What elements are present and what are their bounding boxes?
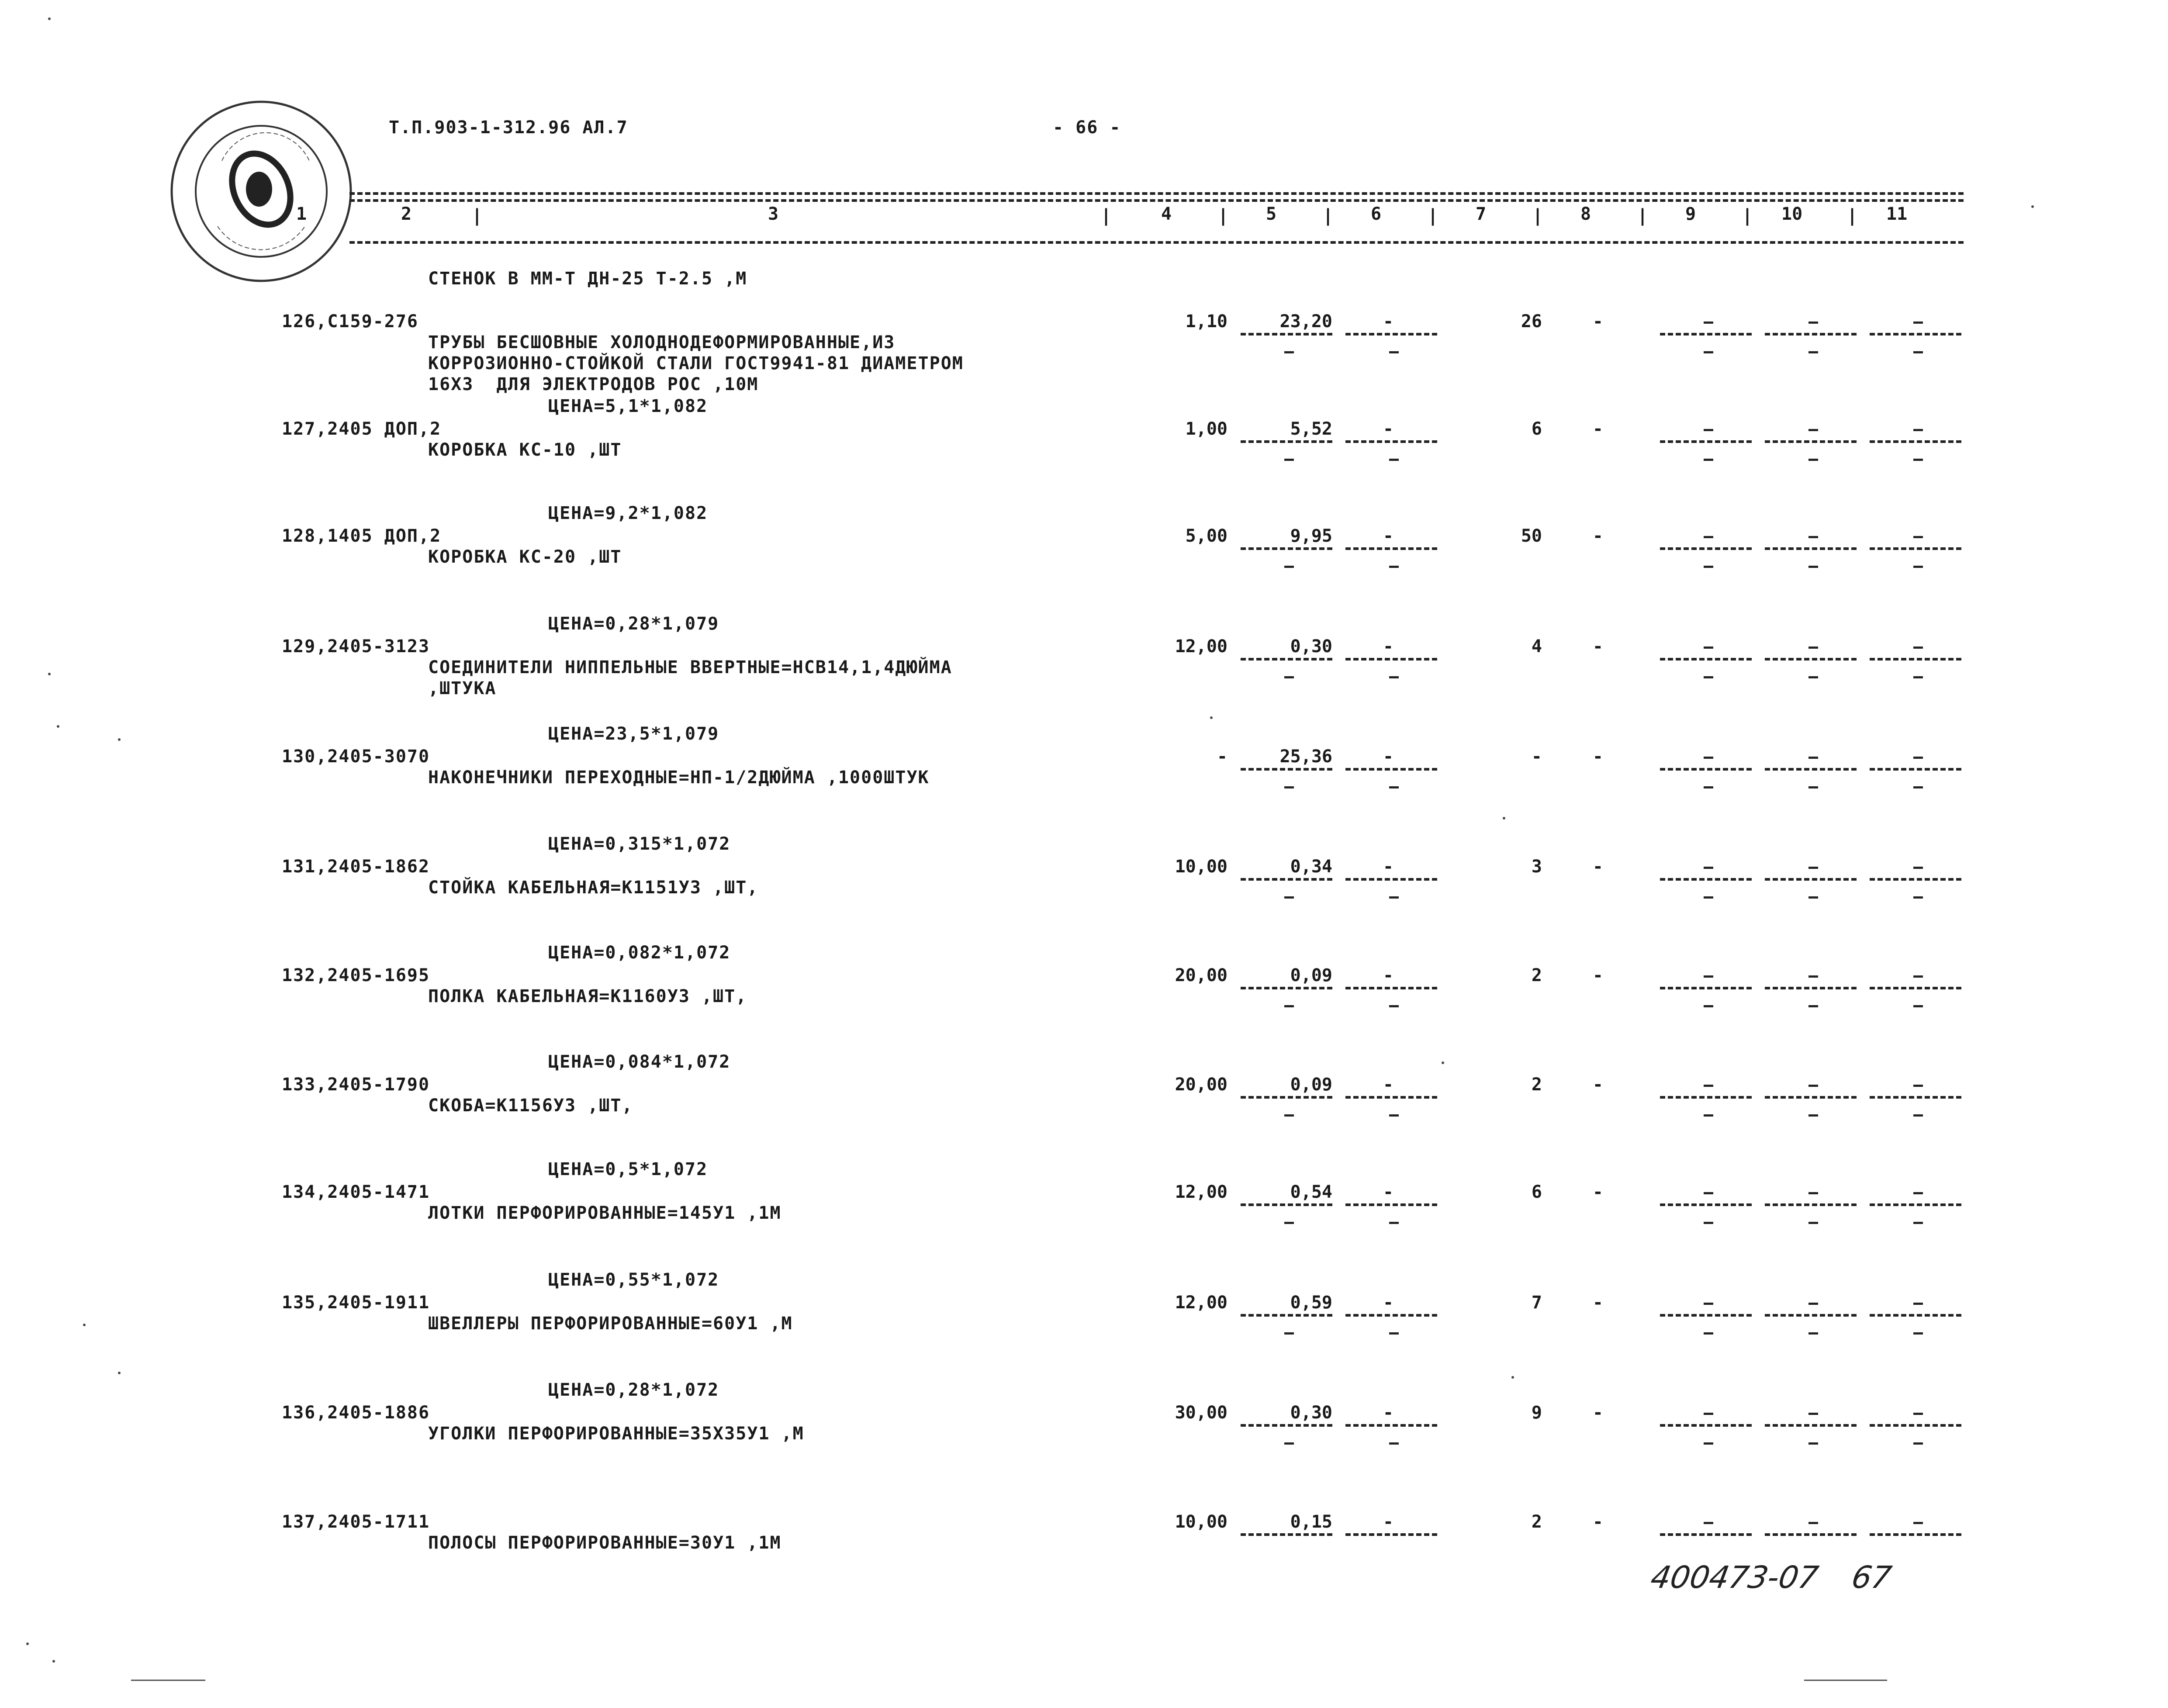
price-formula: ЦЕНА=0,55*1,072 [548, 1270, 719, 1290]
empty-mark [1913, 1222, 1923, 1224]
empty-mark [1913, 429, 1923, 431]
empty-mark [1808, 676, 1818, 678]
cell-col8: - [1592, 1512, 1603, 1532]
cell-col5: 0,54 [1290, 1182, 1332, 1202]
empty-mark [1808, 1413, 1818, 1415]
cell-col6: - [1383, 1512, 1393, 1532]
empty-mark [1913, 566, 1923, 568]
empty-mark [1284, 1442, 1294, 1445]
empty-mark [1704, 459, 1713, 461]
cell-underline [1345, 878, 1437, 881]
empty-mark [1913, 1442, 1923, 1445]
cell-underline [1241, 547, 1332, 550]
cell-underline [1345, 658, 1437, 660]
col-separator: | [1323, 206, 1334, 226]
empty-mark [1704, 896, 1713, 899]
col-header-2: 2 [401, 204, 412, 224]
empty-mark [1704, 1192, 1713, 1194]
empty-mark [1704, 867, 1713, 869]
scan-speck [1210, 716, 1213, 719]
empty-mark [1389, 351, 1399, 353]
cell-col4: 1,00 [1185, 419, 1227, 439]
empty-mark [1913, 975, 1923, 978]
col-separator: | [1742, 206, 1753, 226]
scan-speck [57, 725, 59, 728]
col-header-10: 10 [1781, 204, 1803, 224]
cell-col4: 12,00 [1175, 1293, 1227, 1313]
empty-mark [1389, 1332, 1399, 1335]
price-formula: ЦЕНА=23,5*1,079 [548, 724, 719, 744]
cell-col6: - [1383, 747, 1393, 767]
col-header-5: 5 [1266, 204, 1277, 224]
cell-col6: - [1383, 857, 1393, 877]
empty-mark [1808, 757, 1818, 759]
item-description: 16Х3 ДЛЯ ЭЛЕКТРОДОВ РОС ,10М [428, 374, 759, 394]
cell-col7: 4 [1531, 636, 1542, 657]
empty-mark [1913, 757, 1923, 759]
cell-col6: - [1383, 1403, 1393, 1423]
col-header-6: 6 [1371, 204, 1382, 224]
item-description: НАКОНЕЧНИКИ ПЕРЕХОДНЫЕ=НП-1/2ДЮЙМА ,1000ШТУК [428, 768, 930, 788]
cell-col6: - [1383, 1293, 1393, 1313]
cell-underline [1870, 547, 1961, 550]
cell-col6: - [1383, 636, 1393, 657]
price-formula: ЦЕНА=0,28*1,079 [548, 614, 719, 634]
empty-mark [1913, 1332, 1923, 1335]
intro-text: СТЕНОК В ММ-Т ДН-25 Т-2.5 ,М [428, 269, 747, 289]
cell-underline [1660, 1424, 1752, 1427]
empty-mark [1913, 322, 1923, 324]
empty-mark [1704, 1332, 1713, 1335]
item-description: СКОБА=К1156У3 ,ШТ, [428, 1096, 633, 1116]
empty-mark [1808, 322, 1818, 324]
cell-col6: - [1383, 526, 1393, 546]
cell-col4: 12,00 [1175, 1182, 1227, 1202]
cell-underline [1660, 878, 1752, 881]
cell-underline [1765, 1533, 1857, 1536]
price-formula: ЦЕНА=0,315*1,072 [548, 834, 731, 854]
cell-col6: - [1383, 419, 1393, 439]
cell-underline [1660, 1533, 1752, 1536]
cell-underline [1241, 1096, 1332, 1099]
cell-col8: - [1592, 1293, 1603, 1313]
cell-col4: 20,00 [1175, 1075, 1227, 1095]
cell-underline [1765, 1314, 1857, 1317]
item-description: КОРОБКА КС-10 ,ШТ [428, 440, 622, 460]
empty-mark [1808, 1085, 1818, 1087]
item-description: СТОЙКА КАБЕЛЬНАЯ=К1151У3 ,ШТ, [428, 878, 759, 898]
cell-underline [1660, 987, 1752, 989]
item-description: ТРУБЫ БЕСШОВНЫЕ ХОЛОДНОДЕФОРМИРОВАННЫЕ,ИЗ [428, 332, 896, 353]
cell-col8: - [1592, 419, 1603, 439]
cell-col6: - [1383, 1182, 1393, 1202]
empty-mark [1704, 1522, 1713, 1524]
item-code: 134,2405-1471 [282, 1182, 430, 1202]
empty-mark [1913, 867, 1923, 869]
col-header-8: 8 [1580, 204, 1591, 224]
scan-speck [118, 1372, 121, 1374]
empty-mark [1808, 351, 1818, 353]
cell-col5: 0,59 [1290, 1293, 1332, 1313]
cell-col4: - [1217, 747, 1227, 767]
cell-underline [1345, 333, 1437, 335]
cell-underline [1660, 440, 1752, 443]
cell-underline [1660, 547, 1752, 550]
cell-underline [1870, 768, 1961, 771]
item-code: 136,2405-1886 [282, 1403, 430, 1423]
empty-mark [1913, 1303, 1923, 1305]
page-number: - 66 - [1053, 118, 1121, 138]
cell-col8: - [1592, 1182, 1603, 1202]
empty-mark [1808, 566, 1818, 568]
scan-speck [1511, 1376, 1514, 1379]
empty-mark [1284, 676, 1294, 678]
empty-mark [1913, 676, 1923, 678]
cell-col5: 0,15 [1290, 1512, 1332, 1532]
cell-col7: - [1531, 747, 1542, 767]
empty-mark [1284, 1222, 1294, 1224]
col-separator: | [1101, 206, 1112, 226]
scan-speck [83, 1324, 86, 1326]
cell-col8: - [1592, 747, 1603, 767]
cell-underline [1345, 768, 1437, 771]
col-separator: | [1218, 206, 1229, 226]
empty-mark [1913, 1005, 1923, 1007]
cell-col5: 0,09 [1290, 965, 1332, 985]
item-code: 129,2405-3123 [282, 636, 430, 657]
price-formula: ЦЕНА=5,1*1,082 [548, 396, 708, 416]
cell-underline [1765, 1424, 1857, 1427]
empty-mark [1389, 676, 1399, 678]
empty-mark [1913, 459, 1923, 461]
col-header-1: 1 [296, 204, 307, 224]
cell-underline [1660, 333, 1752, 335]
round-stamp [165, 95, 357, 287]
empty-mark [1808, 1522, 1818, 1524]
empty-mark [1704, 1005, 1713, 1007]
cell-col5: 0,34 [1290, 857, 1332, 877]
cell-underline [1345, 547, 1437, 550]
empty-mark [1913, 896, 1923, 899]
empty-mark [1389, 786, 1399, 788]
empty-mark [1913, 1192, 1923, 1194]
col-separator: | [1428, 206, 1438, 226]
cell-col8: - [1592, 1403, 1603, 1423]
empty-mark [1704, 322, 1713, 324]
cell-underline [1241, 878, 1332, 881]
cell-col8: - [1592, 311, 1603, 332]
cell-underline [1870, 1314, 1961, 1317]
cell-col7: 7 [1531, 1293, 1542, 1313]
footer-line [1804, 1680, 1887, 1681]
empty-mark [1808, 459, 1818, 461]
empty-mark [1808, 867, 1818, 869]
handwritten-sheet: 67 [1849, 1559, 1895, 1595]
cell-underline [1870, 1203, 1961, 1206]
scan-speck [26, 1642, 29, 1645]
cell-col6: - [1383, 1075, 1393, 1095]
item-code: 126,С159-276 [282, 311, 418, 332]
cell-col5: 23,20 [1279, 311, 1332, 332]
cell-underline [1765, 547, 1857, 550]
empty-mark [1704, 757, 1713, 759]
cell-underline [1241, 658, 1332, 660]
empty-mark [1808, 786, 1818, 788]
cell-underline [1765, 987, 1857, 989]
cell-col7: 2 [1531, 965, 1542, 985]
cell-underline [1345, 987, 1437, 989]
cell-underline [1765, 878, 1857, 881]
cell-underline [1660, 658, 1752, 660]
cell-col6: - [1383, 965, 1393, 985]
empty-mark [1284, 351, 1294, 353]
cell-col4: 20,00 [1175, 965, 1227, 985]
empty-mark [1808, 975, 1818, 978]
item-description: ПОЛОСЫ ПЕРФОРИРОВАННЫЕ=30У1 ,1М [428, 1533, 781, 1553]
cell-underline [1660, 1314, 1752, 1317]
empty-mark [1704, 786, 1713, 788]
cell-col4: 12,00 [1175, 636, 1227, 657]
empty-mark [1913, 1522, 1923, 1524]
cell-col4: 10,00 [1175, 857, 1227, 877]
item-code: 128,1405 ДОП,2 [282, 526, 442, 546]
cell-col5: 0,09 [1290, 1075, 1332, 1095]
cell-col5: 0,30 [1290, 1403, 1332, 1423]
empty-mark [1704, 351, 1713, 353]
cell-underline [1345, 1314, 1437, 1317]
item-description: ШВЕЛЛЕРЫ ПЕРФОРИРОВАННЫЕ=60У1 ,М [428, 1314, 793, 1334]
empty-mark [1913, 1413, 1923, 1415]
empty-mark [1389, 1222, 1399, 1224]
item-code: 130,2405-3070 [282, 747, 430, 767]
item-code: 137,2405-1711 [282, 1512, 430, 1532]
cell-underline [1345, 1203, 1437, 1206]
empty-mark [1808, 1114, 1818, 1117]
empty-mark [1389, 459, 1399, 461]
col-separator: | [1847, 206, 1858, 226]
empty-mark [1704, 1085, 1713, 1087]
cell-col7: 3 [1531, 857, 1542, 877]
cell-col4: 1,10 [1185, 311, 1227, 332]
item-code: 135,2405-1911 [282, 1293, 430, 1313]
cell-underline [1870, 1533, 1961, 1536]
cell-col8: - [1592, 636, 1603, 657]
cell-col4: 5,00 [1185, 526, 1227, 546]
empty-mark [1913, 1085, 1923, 1087]
empty-mark [1808, 647, 1818, 649]
cell-underline [1345, 1096, 1437, 1099]
empty-mark [1913, 1114, 1923, 1117]
cell-col4: 10,00 [1175, 1512, 1227, 1532]
footer-line [131, 1680, 205, 1681]
empty-mark [1808, 1442, 1818, 1445]
item-description: КОРОБКА КС-20 ,ШТ [428, 547, 622, 567]
cell-col7: 9 [1531, 1403, 1542, 1423]
empty-mark [1284, 566, 1294, 568]
cell-underline [1765, 1096, 1857, 1099]
cell-underline [1241, 1424, 1332, 1427]
empty-mark [1389, 1442, 1399, 1445]
scan-speck [48, 673, 51, 675]
col-header-9: 9 [1685, 204, 1696, 224]
col-separator: | [472, 206, 483, 226]
cell-underline [1870, 658, 1961, 660]
cell-underline [1241, 987, 1332, 989]
cell-underline [1765, 658, 1857, 660]
item-code: 127,2405 ДОП,2 [282, 419, 442, 439]
col-header-3: 3 [768, 204, 779, 224]
cell-underline [1870, 1096, 1961, 1099]
scan-speck [48, 17, 51, 20]
cell-underline [1660, 1096, 1752, 1099]
cell-col7: 50 [1521, 526, 1542, 546]
item-description: ,ШТУКА [428, 678, 497, 698]
cell-col7: 6 [1531, 419, 1542, 439]
header-rule-middle [349, 199, 1964, 202]
cell-col7: 2 [1531, 1075, 1542, 1095]
empty-mark [1913, 786, 1923, 788]
cell-underline [1765, 440, 1857, 443]
empty-mark [1389, 566, 1399, 568]
empty-mark [1704, 647, 1713, 649]
item-code: 131,2405-1862 [282, 857, 430, 877]
empty-mark [1284, 896, 1294, 899]
price-formula: ЦЕНА=0,082*1,072 [548, 943, 731, 963]
cell-col5: 9,95 [1290, 526, 1332, 546]
empty-mark [1913, 536, 1923, 538]
empty-mark [1389, 1114, 1399, 1117]
empty-mark [1284, 459, 1294, 461]
cell-col7: 6 [1531, 1182, 1542, 1202]
cell-underline [1870, 1424, 1961, 1427]
item-description: КОРРОЗИОННО-СТОЙКОЙ СТАЛИ ГОСТ9941-81 ДИАМЕТРОМ [428, 353, 964, 373]
cell-underline [1241, 333, 1332, 335]
doc-code: Т.П.903-1-312.96 АЛ.7 [389, 118, 628, 138]
scan-speck [118, 738, 121, 741]
scan-speck [1442, 1061, 1444, 1064]
handwritten-ref: 400473-07 [1648, 1559, 1821, 1595]
empty-mark [1704, 566, 1713, 568]
empty-mark [1704, 536, 1713, 538]
empty-mark [1808, 896, 1818, 899]
cell-underline [1241, 1314, 1332, 1317]
cell-col5: 0,30 [1290, 636, 1332, 657]
cell-col5: 5,52 [1290, 419, 1332, 439]
col-header-7: 7 [1476, 204, 1487, 224]
item-description: УГОЛКИ ПЕРФОРИРОВАННЫЕ=35Х35У1 ,М [428, 1424, 804, 1444]
cell-underline [1241, 768, 1332, 771]
cell-underline [1765, 333, 1857, 335]
empty-mark [1704, 1413, 1713, 1415]
empty-mark [1913, 351, 1923, 353]
item-code: 133,2405-1790 [282, 1075, 430, 1095]
header-rule-bottom [349, 241, 1964, 244]
price-formula: ЦЕНА=0,084*1,072 [548, 1052, 731, 1072]
col-header-11: 11 [1886, 204, 1908, 224]
cell-underline [1870, 440, 1961, 443]
empty-mark [1284, 1114, 1294, 1117]
cell-col4: 30,00 [1175, 1403, 1227, 1423]
cell-underline [1660, 1203, 1752, 1206]
price-formula: ЦЕНА=0,28*1,072 [548, 1380, 719, 1400]
empty-mark [1704, 429, 1713, 431]
cell-underline [1345, 1533, 1437, 1536]
item-description: ЛОТКИ ПЕРФОРИРОВАННЫЕ=145У1 ,1М [428, 1203, 781, 1223]
cell-col7: 2 [1531, 1512, 1542, 1532]
cell-underline [1345, 440, 1437, 443]
empty-mark [1808, 1332, 1818, 1335]
empty-mark [1808, 1005, 1818, 1007]
price-formula: ЦЕНА=9,2*1,082 [548, 503, 708, 523]
empty-mark [1808, 536, 1818, 538]
cell-underline [1660, 768, 1752, 771]
cell-col6: - [1383, 311, 1393, 332]
cell-underline [1870, 333, 1961, 335]
col-header-4: 4 [1161, 204, 1172, 224]
cell-underline [1765, 768, 1857, 771]
empty-mark [1389, 1005, 1399, 1007]
empty-mark [1808, 429, 1818, 431]
cell-col5: 25,36 [1279, 747, 1332, 767]
cell-underline [1241, 1203, 1332, 1206]
cell-col7: 26 [1521, 311, 1542, 332]
empty-mark [1704, 1114, 1713, 1117]
empty-mark [1389, 896, 1399, 899]
cell-col8: - [1592, 857, 1603, 877]
scan-speck [1503, 817, 1505, 819]
empty-mark [1704, 975, 1713, 978]
item-code: 132,2405-1695 [282, 965, 430, 985]
cell-underline [1870, 878, 1961, 881]
cell-underline [1241, 440, 1332, 443]
item-description: СОЕДИНИТЕЛИ НИППЕЛЬНЫЕ ВВЕРТНЫЕ=НСВ14,1,4ДЮЙМА [428, 657, 952, 678]
empty-mark [1808, 1303, 1818, 1305]
empty-mark [1808, 1222, 1818, 1224]
col-separator: | [1637, 206, 1648, 226]
cell-col8: - [1592, 1075, 1603, 1095]
cell-col8: - [1592, 965, 1603, 985]
col-separator: | [1532, 206, 1543, 226]
scan-speck [2031, 205, 2034, 208]
empty-mark [1808, 1192, 1818, 1194]
empty-mark [1704, 676, 1713, 678]
empty-mark [1284, 786, 1294, 788]
cell-col8: - [1592, 526, 1603, 546]
cell-underline [1241, 1533, 1332, 1536]
empty-mark [1704, 1222, 1713, 1224]
empty-mark [1284, 1332, 1294, 1335]
item-description: ПОЛКА КАБЕЛЬНАЯ=К1160У3 ,ШТ, [428, 986, 747, 1006]
empty-mark [1704, 1303, 1713, 1305]
header-rule-top [349, 192, 1964, 195]
empty-mark [1913, 647, 1923, 649]
cell-underline [1870, 987, 1961, 989]
empty-mark [1704, 1442, 1713, 1445]
scan-speck [52, 1660, 55, 1663]
cell-underline [1765, 1203, 1857, 1206]
cell-underline [1345, 1424, 1437, 1427]
price-formula: ЦЕНА=0,5*1,072 [548, 1159, 708, 1179]
empty-mark [1284, 1005, 1294, 1007]
